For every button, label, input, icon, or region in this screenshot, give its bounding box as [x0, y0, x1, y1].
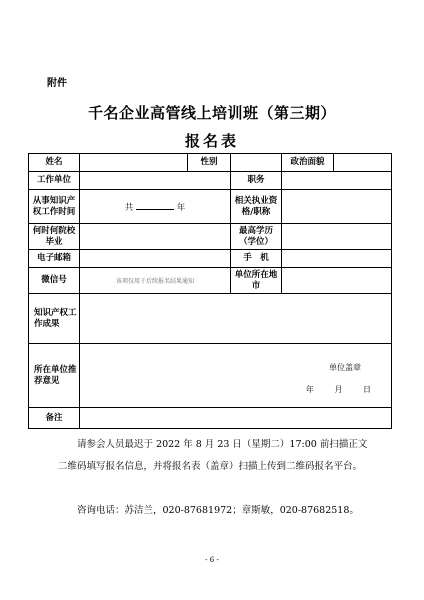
phone-label: 手 机 — [231, 250, 282, 268]
table-row — [29, 224, 392, 250]
education-field[interactable] — [282, 224, 392, 250]
political-label: 政治面貌 — [282, 154, 334, 172]
email-label: 电子邮箱 — [29, 250, 80, 268]
position-field[interactable] — [282, 172, 392, 190]
date-year: 年 — [305, 385, 314, 394]
ip-years-prefix: 共 — [124, 202, 134, 213]
name-field[interactable] — [80, 154, 188, 172]
email-field[interactable] — [80, 250, 231, 268]
school-label: 何时何院校毕业 — [29, 224, 80, 250]
table-row — [29, 250, 392, 268]
education-label: 最高学历（学位） — [231, 224, 282, 250]
qualification-field[interactable] — [282, 190, 392, 224]
achievements-label: 知识产权工作成果 — [29, 294, 80, 344]
date-day: 日 — [363, 385, 371, 394]
remarks-field[interactable] — [80, 408, 392, 429]
stamp-label: 单位盖章 — [329, 363, 361, 372]
page-number: - 6 - — [205, 556, 219, 564]
school-field[interactable] — [80, 224, 231, 250]
ip-years-label: 从事知识产权工作时间 — [29, 190, 80, 224]
table-row — [29, 190, 392, 224]
ip-years-blank — [136, 201, 174, 210]
achievements-field[interactable] — [80, 294, 392, 344]
wechat-label: 微信号 — [29, 268, 80, 294]
attachment-label: 附件 — [47, 78, 67, 89]
work-unit-label: 工作单位 — [29, 172, 80, 190]
political-field[interactable] — [334, 154, 392, 172]
table-row — [29, 344, 392, 408]
table-row — [29, 408, 392, 429]
recommendation-field[interactable] — [80, 344, 392, 408]
remarks-label: 备注 — [29, 408, 80, 429]
submission-note: 请参会人员最迟于 2022 年 8 月 23 日（星期二）17:00 前扫描正文二维码填写报名信息，并将报名表（盖章）扫描上传到二维码报名平台。 — [58, 439, 368, 472]
contact-note: 咨询电话：苏洁兰，020-87681972；章斯敏，020-87682518。 — [77, 505, 359, 516]
document-title: 千名企业高管线上培训班（第三期） — [87, 104, 336, 122]
position-label: 职务 — [231, 172, 282, 190]
document-subtitle: 报名表 — [184, 132, 239, 150]
table-row — [29, 294, 392, 344]
ip-years-suffix: 年 — [176, 202, 186, 213]
name-label: 姓名 — [29, 154, 80, 172]
work-unit-field[interactable] — [80, 172, 231, 190]
registration-form-table — [28, 153, 392, 429]
ip-years-field[interactable] — [80, 190, 231, 224]
qualification-label: 相关执业资格/职称 — [231, 190, 282, 224]
city-field[interactable] — [282, 268, 392, 294]
city-label: 单位所在地市 — [231, 268, 282, 294]
table-row — [29, 268, 392, 294]
gender-field[interactable] — [231, 154, 282, 172]
recommendation-label: 所在单位推荐意见 — [29, 344, 80, 408]
gender-label: 性别 — [188, 154, 231, 172]
date-label — [288, 384, 371, 395]
table-row — [29, 154, 392, 172]
date-month: 月 — [334, 385, 343, 394]
phone-field[interactable] — [282, 250, 392, 268]
table-row — [29, 172, 392, 190]
wechat-field[interactable]: 该项仅用于后续报名结果通知 — [80, 268, 231, 294]
